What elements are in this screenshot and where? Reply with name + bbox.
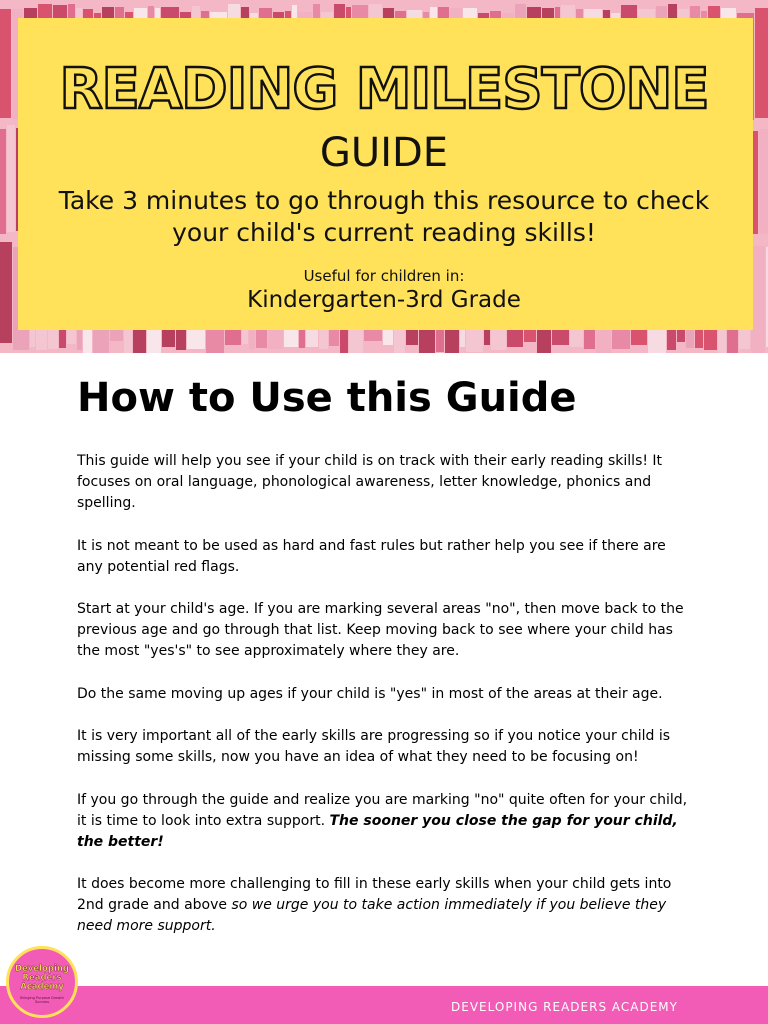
paragraph-text: It does become more challenging to fill in these early skills when your child gets into 2nd grade and above (77, 876, 672, 913)
footer-brand: DEVELOPING READERS ACADEMY (451, 1000, 678, 1014)
guide-tagline: Take 3 minutes to go through this resource to check your child's current reading skills! (58, 186, 710, 247)
emphasis-text: so we urge you to take action immediately if you believe they need more support. (77, 897, 667, 934)
paragraph: Start at your child's age. If you are marking several areas "no", then move back to the previous age and go through that list. Keep moving back to see where your child has the most "yes's" to see approximately where they are. (77, 601, 684, 659)
paragraph-text: If you go through the guide and realize you are marking "no" quite often for your child, it is time to look into extra support. (77, 791, 688, 829)
logo-name: Developing Readers Academy (14, 964, 69, 992)
academy-logo (6, 946, 78, 1018)
paragraph: Do the same moving up ages if your child is "yes" in most of the areas at their age. (77, 685, 663, 702)
audience-label: Useful for children in: (303, 267, 465, 285)
paragraph (77, 790, 691, 853)
grade-range: Kindergarten-3rd Grade (247, 287, 521, 313)
instructions-body (77, 451, 691, 959)
paragraph (77, 874, 691, 937)
emphasis-text: The sooner you close the gap for your child, the better! (77, 812, 678, 850)
paragraph: It is not meant to be used as hard and fast rules but rather help you see if there are any potential red flags. (77, 537, 666, 575)
hero-header (0, 0, 768, 353)
logo-tagline: Bringing Purpose Growth Success (20, 996, 64, 1004)
paragraph: It is very important all of the early skills are progressing so if you notice your child is missing some skills, now you have an idea of what they need to be focusing on! (77, 728, 671, 765)
guide-title: READING MILESTONE (59, 57, 709, 122)
paragraph: This guide will help you see if your child is on track with their early reading skills! It focuses on oral language, phonological awareness, letter knowledge, phonics and spelling. (77, 453, 663, 511)
guide-subtitle: GUIDE (319, 130, 449, 176)
footer-bar (0, 986, 768, 1024)
section-heading: How to Use this Guide (77, 375, 577, 421)
